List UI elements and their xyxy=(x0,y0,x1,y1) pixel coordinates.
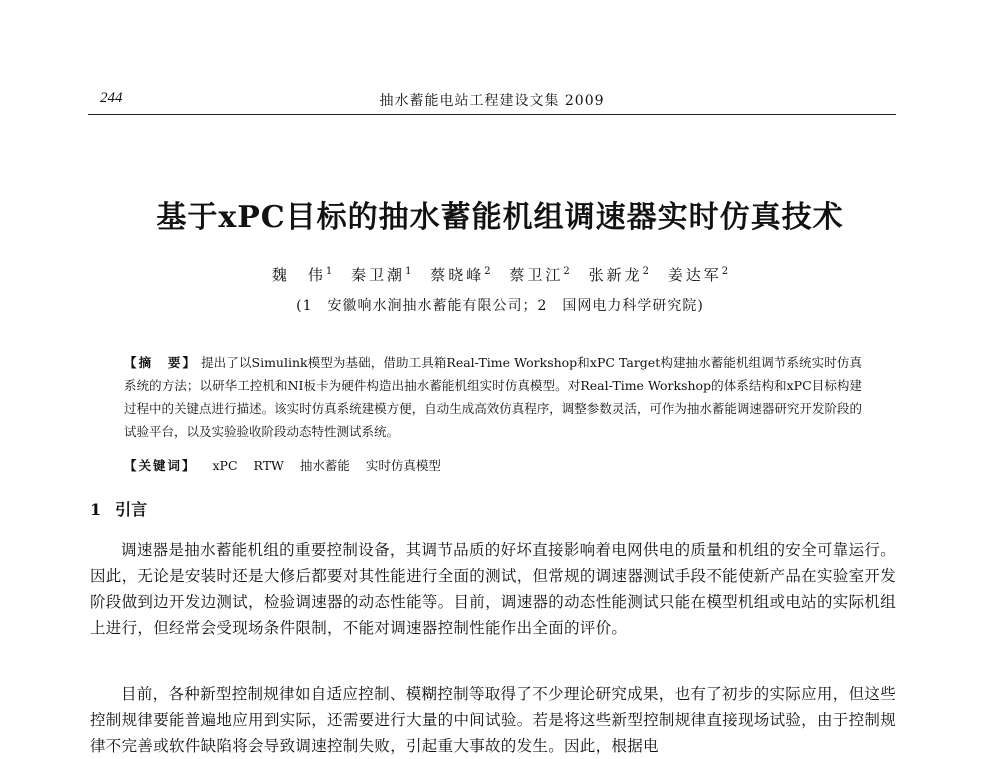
abstract-label: 【摘 要】 xyxy=(124,355,198,370)
keywords-label: 【关键词】 xyxy=(124,458,197,473)
author: 蔡晓峰$^2$ xyxy=(430,266,491,284)
keyword: 实时仿真模型 xyxy=(365,458,441,473)
author: 秦卫潮$^1$ xyxy=(351,266,412,284)
header-divider xyxy=(88,114,896,115)
keyword: 抽水蓄能 xyxy=(299,458,350,473)
author: 张新龙$^2$ xyxy=(588,266,649,284)
keywords xyxy=(124,456,862,476)
abstract-text: 提出了以Simulink模型为基础，借助工具箱Real-Time Workshop和xPC Target构建抽水蓄能机组调节系统实时仿真系统的方法；以研华工控机和NI板卡为硬件构造出抽水蓄能机组实时仿真模型。对Real-Time Workshop的体系结构和xPC目标构建过程中的关键点进行描述。该实时仿真系统建模方便，自动生成高效仿真程序，调整参数灵活，可作为抽水蓄能调速器研究开发阶段的试验平台，以及实验验收阶段动态特性测试系统。 xyxy=(124,355,862,439)
author: 蔡卫江$^2$ xyxy=(509,266,570,284)
page-number: 244 xyxy=(100,90,123,106)
keyword: xPC xyxy=(212,458,238,473)
running-header xyxy=(88,88,896,114)
keyword: RTW xyxy=(253,458,284,473)
paper-title: 基于xPC目标的抽水蓄能机组调速器实时仿真技术 xyxy=(156,200,844,235)
section-heading xyxy=(90,497,147,520)
body-paragraph: 目前，各种新型控制规律如自适应控制、模糊控制等取得了不少理论研究成果，也有了初步的实际应用，但这些控制规律要能普遍地应用到实际，还需要进行大量的中间试验。若是将这些新型控制规律直接现场试验，由于控制规律不完善或软件缺陷将会导致调速控制失败，引起重大事故的发生。因此，根据电 xyxy=(90,685,896,755)
abstract xyxy=(124,351,862,443)
running-title: 抽水蓄能电站工程建设文集 2009 xyxy=(379,93,605,109)
section-title: 引言 xyxy=(115,500,148,519)
section-number: 1 xyxy=(90,500,102,519)
author: 姜达军$^2$ xyxy=(667,266,729,284)
affiliations: (1 安徽响水涧抽水蓄能有限公司；2 国网电力科学研究院) xyxy=(296,298,704,314)
author-list xyxy=(0,264,1000,285)
author: 魏 伟$^1$ xyxy=(271,266,333,284)
body-paragraph: 调速器是抽水蓄能机组的重要控制设备，其调节品质的好坏直接影响着电网供电的质量和机组的安全可靠运行。因此，无论是安装时还是大修后都要对其性能进行全面的测试，但常规的调速器测试手段不能使新产品在实验室开发阶段做到边开发边测试，检验调速器的动态性能等。目前，调速器的动态性能测试只能在模型机组或电站的实际机组上进行，但经常会受现场条件限制，不能对调速器控制性能作出全面的评价。 xyxy=(90,541,896,637)
